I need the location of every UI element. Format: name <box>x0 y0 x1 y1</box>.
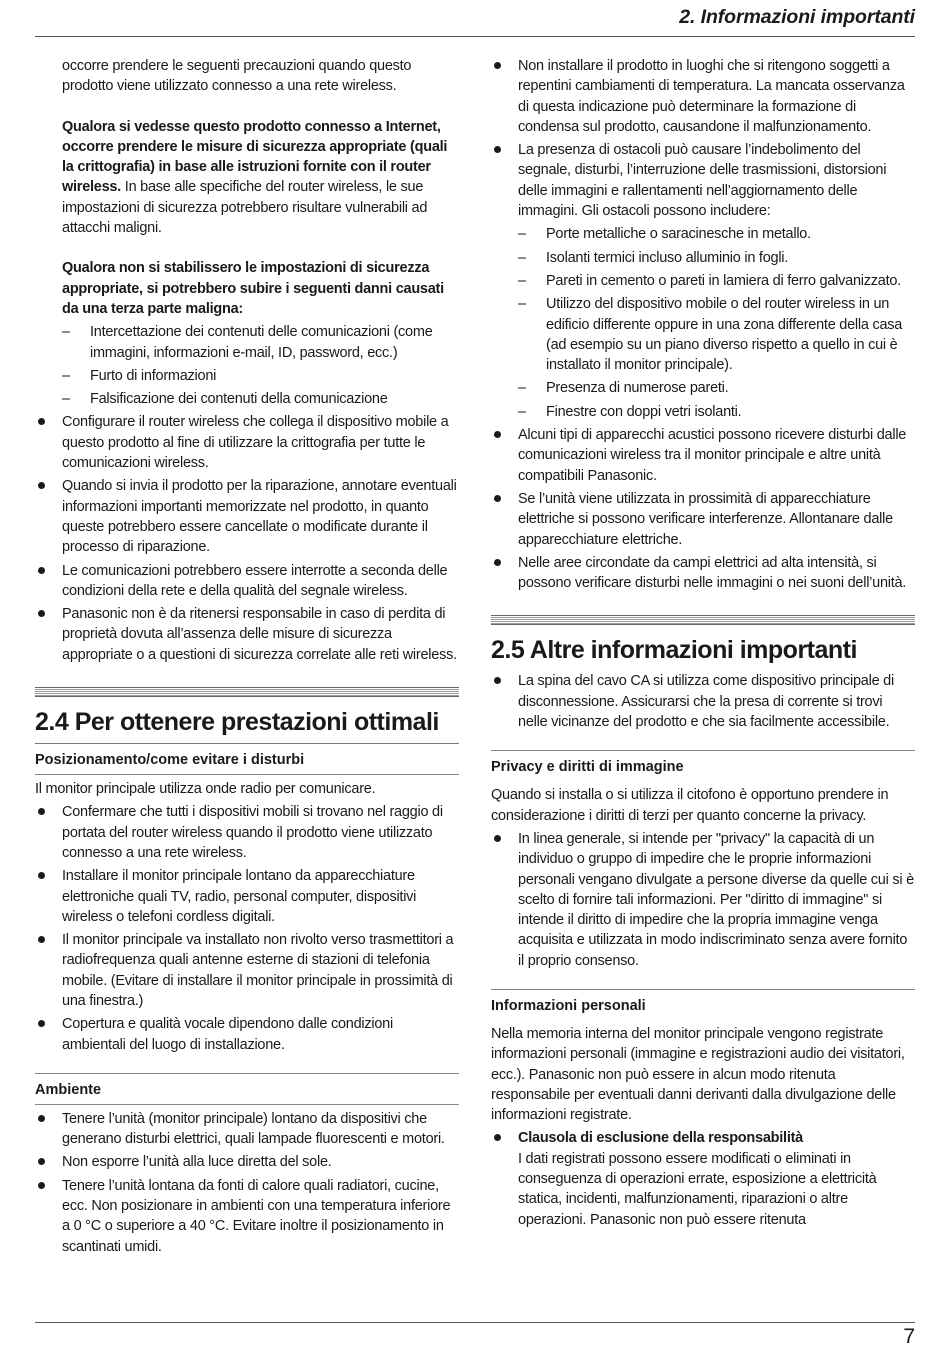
wireless-bullets <box>35 412 459 665</box>
list-item: La spina del cavo CA si utilizza come dispositivo principale di disconnessione. Assicurarsi che la presa di corrente si trovi nelle vicinanze del prodotto e che sia facilmente accessibile. <box>491 671 915 732</box>
disclaimer-bullets <box>491 1128 915 1229</box>
section-rule <box>35 743 459 744</box>
list-item: – Utilizzo del dispositivo mobile o del router wireless in un edificio differente oppure in una zona differente della casa (ad esempio su un piano diverso rispetto a quello in cui è installato il monitor principale). <box>518 294 915 375</box>
subsection-intro: Il monitor principale utilizza onde radio per comunicare. <box>35 781 376 798</box>
list-item <box>491 140 915 422</box>
footer-divider <box>35 1322 915 1323</box>
list-item: Alcuni tipi di apparecchi acustici possono ricevere disturbi dalle comunicazioni wireless tra il monitor principale e altre unità compatibili Panasonic. <box>491 425 915 486</box>
obstacles-intro: La presenza di ostacoli può causare l’indebolimento del segnale, disturbi, l’interruzione delle trasmissioni, distorsioni delle immagini e rallentamenti nell’aggiornamento delle immagini. Gli ostacoli possono includere: <box>518 142 887 220</box>
right-column <box>491 56 915 1230</box>
left-column <box>35 56 459 1257</box>
security-paragraph-1-bold: Qualora si vedesse questo prodotto connesso a Internet, occorre prendere le misure di sicurezza appropriate (quali la crittografia) in base alle istruzioni fornite con il router wireless. <box>62 118 448 196</box>
subsection-heading: Ambiente <box>35 1073 459 1105</box>
list-item: – Intercettazione dei contenuti delle comunicazioni (come immagini, informazioni e-mail, ID, password, ecc.) <box>35 322 459 363</box>
disclaimer-text: I dati registrati possono essere modificati o eliminati in conseguenza di operazioni errate, esposizione a elettricità statica, incidenti, malfunzionamenti, riparazioni o altre operazioni. Panasonic non può essere ritenuta <box>518 1150 877 1228</box>
damage-list <box>35 322 459 409</box>
list-item: – Pareti in cemento o pareti in lamiera di ferro galvanizzato. <box>518 271 915 291</box>
list-item: Installare il monitor principale lontano da apparecchiature elettroniche quali TV, radio, personal computer, dispositivi wireless o telefoni cordless digitali. <box>35 866 459 927</box>
list-item: – Presenza di numerose pareti. <box>518 378 915 398</box>
list-item: Se l’unità viene utilizzata in prossimità di apparecchiature elettriche si possono verificare interferenze. Allontanare dalle apparecchiature elettriche. <box>491 489 915 550</box>
section-bar <box>35 687 459 697</box>
section-bar <box>491 615 915 625</box>
subsection-heading: Posizionamento/come evitare i disturbi <box>35 748 459 775</box>
section-title: 2.5 Altre informazioni importanti <box>491 636 857 665</box>
list-item: Copertura e qualità vocale dipendono dalle condizioni ambientali del luogo di installazione. <box>35 1014 459 1055</box>
list-item: – Porte metalliche o saracinesche in metallo. <box>518 224 915 244</box>
installation-bullets <box>491 56 915 593</box>
list-item: Panasonic non è da ritenersi responsabile in caso di perdita di proprietà dovuta all’assenza delle misure di sicurezza appropriate o a questioni di sicurezza correlate alle reti wireless. <box>35 604 459 665</box>
subsection-heading: Privacy e diritti di immagine <box>491 750 915 781</box>
intro-paragraph: occorre prendere le seguenti precauzioni quando questo prodotto viene utilizzato connesso a una rete wireless. <box>62 58 412 95</box>
disclaimer-title: Clausola di esclusione della responsabilità <box>518 1130 803 1147</box>
security-paragraph-2: Qualora non si stabilissero le impostazioni di sicurezza appropriate, si potrebbero subire i seguenti danni causati da una terza parte maligna: <box>62 260 444 317</box>
privacy-intro: Quando si installa o si utilizza il citofono è opportuno prendere in considerazione i diritti di terzi per quanto concerne la privacy. <box>491 787 889 824</box>
list-item: Tenere l’unità lontana da fonti di calore quali radiatori, cucine, ecc. Non posizionare in ambienti con una temperatura inferiore a 0 °C o superiore a 40 °C. Evitare inoltre il posizionamento in scantinati umidi. <box>35 1176 459 1257</box>
positioning-bullets <box>35 802 459 1055</box>
list-item: Confermare che tutti i dispositivi mobili si trovano nel raggio di portata del router wireless quando il prodotto viene utilizzato connesso a una rete wireless. <box>35 802 459 863</box>
list-item: In linea generale, si intende per "privacy" la capacità di un individuo o gruppo di impedire che le proprie informazioni personali vengano divulgate a persone diverse da quelle cui si è scelto di fornire tali informazioni. Per "diritto di immagine" si intende il diritto di impedire che la propria immagine venga acquisita e utilizzata in modo indiscriminato senza avere fornito il proprio consenso. <box>491 829 915 971</box>
list-item: Nelle aree circondate da campi elettrici ad alta intensità, si possono verificare disturbi nelle immagini o nei suoni dell’unità. <box>491 553 915 594</box>
list-item: – Finestre con doppi vetri isolanti. <box>518 402 915 422</box>
subsection-heading: Informazioni personali <box>491 989 915 1020</box>
list-item: – Falsificazione dei contenuti della comunicazione <box>35 389 459 409</box>
list-item: Il monitor principale va installato non rivolto verso trasmettitori a radiofrequenza quali antenne esterne di stazioni di telefonia mobile. (Evitare di installare il monitor principale in prossimità di una finestra.) <box>35 930 459 1011</box>
security-paragraph-1-text: In base alle specifiche del router wireless, le sue impostazioni di sicurezza potrebbero risultare vulnerabili ad attacchi maligni. <box>62 179 428 237</box>
list-item: – Furto di informazioni <box>35 366 459 386</box>
list-item: Non installare il prodotto in luoghi che si ritengono soggetti a repentini cambiamenti di temperatura. La mancata osservanza di questa indicazione può determinare la formazione di condensa sul prodotto, causandone il malfunzionamento. <box>491 56 915 137</box>
personal-intro: Nella memoria interna del monitor principale vengono registrate informazioni personali (immagine e registrazioni audio dei visitatori, ecc.). Panasonic non può essere in alcun modo ritenuta responsabile per eventuali danni derivanti dalla divulgazione delle informazioni registrate. <box>491 1025 905 1124</box>
section-2-5 <box>491 615 915 1230</box>
obstacles-list <box>518 224 915 422</box>
section-title: 2.4 Per ottenere prestazioni ottimali <box>35 708 439 737</box>
power-bullets <box>491 671 915 732</box>
environment-bullets <box>35 1109 459 1257</box>
list-item: Quando si invia il prodotto per la riparazione, annotare eventuali informazioni importanti memorizzate nel prodotto, in quanto queste potrebbero essere cancellate o modificate durante il processo di riparazione. <box>35 476 459 557</box>
list-item: Configurare il router wireless che collega il dispositivo mobile a questo prodotto al fine di utilizzare la crittografia per tutte le comunicazioni wireless. <box>35 412 459 473</box>
list-item: Le comunicazioni potrebbero essere interrotte a seconda delle condizioni della rete e della qualità del segnale wireless. <box>35 561 459 602</box>
list-item: – Isolanti termici incluso alluminio in fogli. <box>518 248 915 268</box>
list-item: Tenere l’unità (monitor principale) lontano da dispositivi che generano disturbi elettrici, quali lampade fluorescenti e motori. <box>35 1109 459 1150</box>
list-item <box>491 1128 915 1229</box>
security-paragraph-1 <box>35 117 459 239</box>
header-divider <box>35 36 915 37</box>
page-number: 7 <box>903 1325 915 1348</box>
section-2-4 <box>35 687 459 1257</box>
page-header-title: 2. Informazioni importanti <box>679 6 915 28</box>
privacy-bullets <box>491 829 915 971</box>
list-item: Non esporre l’unità alla luce diretta del sole. <box>35 1152 459 1172</box>
